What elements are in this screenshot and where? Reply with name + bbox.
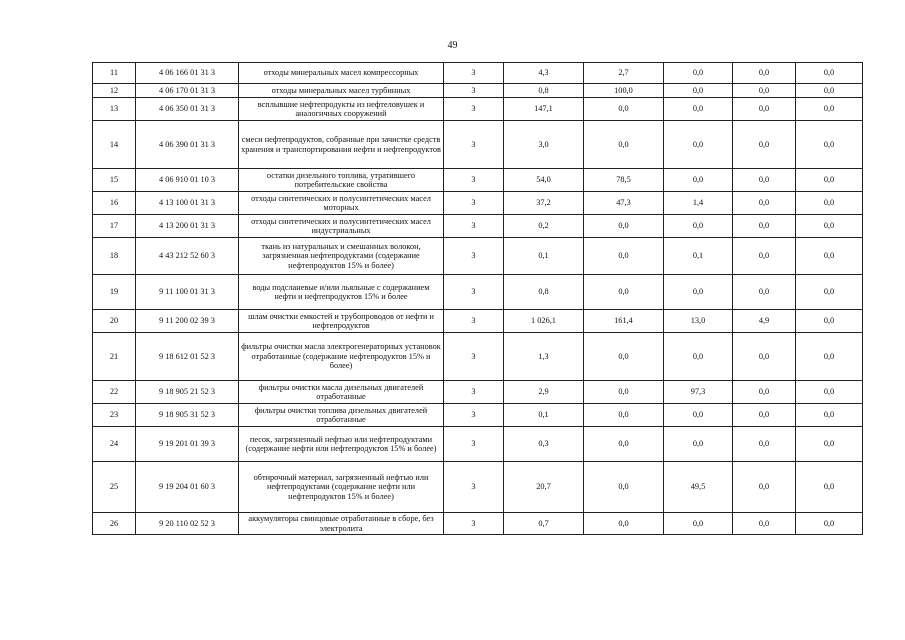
value-cell-1: 0,1 bbox=[504, 238, 584, 275]
table-row bbox=[93, 169, 863, 192]
waste-code-cell: 4 06 350 01 31 3 bbox=[136, 98, 239, 121]
value-cell-4: 0,0 bbox=[733, 275, 796, 310]
hazard-class-cell: 3 bbox=[444, 427, 504, 462]
table-row bbox=[93, 381, 863, 404]
table-row bbox=[93, 215, 863, 238]
waste-code-cell: 4 13 200 01 31 3 bbox=[136, 215, 239, 238]
value-cell-4: 0,0 bbox=[733, 84, 796, 98]
value-cell-4: 0,0 bbox=[733, 381, 796, 404]
value-cell-3: 13,0 bbox=[664, 310, 733, 333]
waste-name-cell: воды подсланевые и/или льяльные с содержанием нефти и нефтепродуктов 15% и более bbox=[239, 275, 444, 310]
value-cell-4: 0,0 bbox=[733, 333, 796, 381]
row-number-cell: 14 bbox=[93, 121, 136, 169]
value-cell-5: 0,0 bbox=[796, 98, 863, 121]
value-cell-3: 0,0 bbox=[664, 121, 733, 169]
value-cell-5: 0,0 bbox=[796, 238, 863, 275]
value-cell-2: 0,0 bbox=[584, 215, 664, 238]
value-cell-1: 37,2 bbox=[504, 192, 584, 215]
value-cell-1: 2,9 bbox=[504, 381, 584, 404]
waste-name-cell: отходы минеральных масел турбинных bbox=[239, 84, 444, 98]
row-number-cell: 12 bbox=[93, 84, 136, 98]
table-row bbox=[93, 98, 863, 121]
waste-name-cell: фильтры очистки топлива дизельных двигателей отработанные bbox=[239, 404, 444, 427]
table-row bbox=[93, 513, 863, 535]
row-number-cell: 19 bbox=[93, 275, 136, 310]
hazard-class-cell: 3 bbox=[444, 404, 504, 427]
waste-name-cell: обтирочный материал, загрязненный нефтью или нефтепродуктами (содержание нефти или нефтепродуктов 15% и более) bbox=[239, 462, 444, 513]
value-cell-3: 0,0 bbox=[664, 404, 733, 427]
value-cell-5: 0,0 bbox=[796, 192, 863, 215]
hazard-class-cell: 3 bbox=[444, 333, 504, 381]
table-row bbox=[93, 462, 863, 513]
row-number-cell: 24 bbox=[93, 427, 136, 462]
waste-code-cell: 4 06 910 01 10 3 bbox=[136, 169, 239, 192]
value-cell-3: 0,0 bbox=[664, 275, 733, 310]
value-cell-1: 0,2 bbox=[504, 215, 584, 238]
value-cell-4: 0,0 bbox=[733, 404, 796, 427]
hazard-class-cell: 3 bbox=[444, 63, 504, 84]
row-number-cell: 25 bbox=[93, 462, 136, 513]
waste-code-cell: 9 11 100 01 31 3 bbox=[136, 275, 239, 310]
table-row bbox=[93, 275, 863, 310]
value-cell-2: 0,0 bbox=[584, 381, 664, 404]
value-cell-2: 161,4 bbox=[584, 310, 664, 333]
waste-code-cell: 9 19 201 01 39 3 bbox=[136, 427, 239, 462]
value-cell-3: 0,0 bbox=[664, 215, 733, 238]
value-cell-4: 0,0 bbox=[733, 98, 796, 121]
waste-name-cell: фильтры очистки масла дизельных двигателей отработанные bbox=[239, 381, 444, 404]
table-row bbox=[93, 192, 863, 215]
value-cell-4: 0,0 bbox=[733, 121, 796, 169]
value-cell-5: 0,0 bbox=[796, 404, 863, 427]
waste-name-cell: шлам очистки емкостей и трубопроводов от нефти и нефтепродуктов bbox=[239, 310, 444, 333]
value-cell-4: 0,0 bbox=[733, 462, 796, 513]
value-cell-5: 0,0 bbox=[796, 275, 863, 310]
row-number-cell: 22 bbox=[93, 381, 136, 404]
value-cell-1: 0,1 bbox=[504, 404, 584, 427]
value-cell-5: 0,0 bbox=[796, 84, 863, 98]
value-cell-1: 1 026,1 bbox=[504, 310, 584, 333]
waste-code-cell: 9 19 204 01 60 3 bbox=[136, 462, 239, 513]
value-cell-1: 0,8 bbox=[504, 275, 584, 310]
value-cell-5: 0,0 bbox=[796, 427, 863, 462]
waste-name-cell: всплывшие нефтепродукты из нефтеловушек и аналогичных сооружений bbox=[239, 98, 444, 121]
value-cell-5: 0,0 bbox=[796, 310, 863, 333]
value-cell-4: 4,9 bbox=[733, 310, 796, 333]
waste-code-cell: 4 06 166 01 31 3 bbox=[136, 63, 239, 84]
hazard-class-cell: 3 bbox=[444, 98, 504, 121]
value-cell-1: 0,8 bbox=[504, 84, 584, 98]
waste-name-cell: аккумуляторы свинцовые отработанные в сборе, без электролита bbox=[239, 513, 444, 535]
row-number-cell: 21 bbox=[93, 333, 136, 381]
value-cell-2: 0,0 bbox=[584, 513, 664, 535]
value-cell-5: 0,0 bbox=[796, 513, 863, 535]
value-cell-4: 0,0 bbox=[733, 427, 796, 462]
value-cell-2: 0,0 bbox=[584, 427, 664, 462]
table-row bbox=[93, 63, 863, 84]
value-cell-4: 0,0 bbox=[733, 513, 796, 535]
waste-name-cell: остатки дизельного топлива, утратившего потребительские свойства bbox=[239, 169, 444, 192]
table-row bbox=[93, 427, 863, 462]
waste-name-cell: песок, загрязненный нефтью или нефтепродуктами (содержание нефти или нефтепродуктов 15% и более) bbox=[239, 427, 444, 462]
value-cell-1: 3,0 bbox=[504, 121, 584, 169]
value-cell-1: 1,3 bbox=[504, 333, 584, 381]
value-cell-3: 0,0 bbox=[664, 169, 733, 192]
waste-name-cell: отходы синтетических и полусинтетических масел моторных bbox=[239, 192, 444, 215]
waste-code-cell: 4 43 212 52 60 3 bbox=[136, 238, 239, 275]
value-cell-2: 0,0 bbox=[584, 462, 664, 513]
value-cell-1: 0,7 bbox=[504, 513, 584, 535]
value-cell-2: 100,0 bbox=[584, 84, 664, 98]
value-cell-1: 54,0 bbox=[504, 169, 584, 192]
value-cell-2: 0,0 bbox=[584, 275, 664, 310]
row-number-cell: 23 bbox=[93, 404, 136, 427]
value-cell-2: 0,0 bbox=[584, 238, 664, 275]
value-cell-3: 0,1 bbox=[664, 238, 733, 275]
value-cell-2: 47,3 bbox=[584, 192, 664, 215]
hazard-class-cell: 3 bbox=[444, 121, 504, 169]
value-cell-5: 0,0 bbox=[796, 333, 863, 381]
waste-code-cell: 4 06 390 01 31 3 bbox=[136, 121, 239, 169]
value-cell-3: 0,0 bbox=[664, 333, 733, 381]
waste-name-cell: отходы синтетических и полусинтетических масел индустриальных bbox=[239, 215, 444, 238]
row-number-cell: 15 bbox=[93, 169, 136, 192]
waste-code-cell: 9 18 905 21 52 3 bbox=[136, 381, 239, 404]
waste-code-cell: 9 20 110 02 52 3 bbox=[136, 513, 239, 535]
value-cell-4: 0,0 bbox=[733, 215, 796, 238]
waste-name-cell: фильтры очистки масла электрогенераторных установок отработанные (содержание нефтепродуктов 15% и более) bbox=[239, 333, 444, 381]
value-cell-2: 2,7 bbox=[584, 63, 664, 84]
hazard-class-cell: 3 bbox=[444, 169, 504, 192]
table-row bbox=[93, 84, 863, 98]
value-cell-4: 0,0 bbox=[733, 63, 796, 84]
value-cell-2: 78,5 bbox=[584, 169, 664, 192]
value-cell-5: 0,0 bbox=[796, 121, 863, 169]
hazard-class-cell: 3 bbox=[444, 215, 504, 238]
table-body bbox=[93, 63, 863, 535]
value-cell-5: 0,0 bbox=[796, 215, 863, 238]
hazard-class-cell: 3 bbox=[444, 381, 504, 404]
value-cell-3: 0,0 bbox=[664, 98, 733, 121]
hazard-class-cell: 3 bbox=[444, 462, 504, 513]
value-cell-5: 0,0 bbox=[796, 381, 863, 404]
value-cell-1: 0,3 bbox=[504, 427, 584, 462]
table-row bbox=[93, 333, 863, 381]
row-number-cell: 16 bbox=[93, 192, 136, 215]
value-cell-3: 0,0 bbox=[664, 513, 733, 535]
table-row bbox=[93, 121, 863, 169]
value-cell-4: 0,0 bbox=[733, 169, 796, 192]
table-row bbox=[93, 238, 863, 275]
table-row bbox=[93, 310, 863, 333]
row-number-cell: 20 bbox=[93, 310, 136, 333]
value-cell-5: 0,0 bbox=[796, 462, 863, 513]
value-cell-3: 0,0 bbox=[664, 84, 733, 98]
value-cell-3: 1,4 bbox=[664, 192, 733, 215]
value-cell-1: 20,7 bbox=[504, 462, 584, 513]
hazard-class-cell: 3 bbox=[444, 238, 504, 275]
row-number-cell: 18 bbox=[93, 238, 136, 275]
value-cell-1: 4,3 bbox=[504, 63, 584, 84]
value-cell-2: 0,0 bbox=[584, 98, 664, 121]
waste-code-cell: 4 13 100 01 31 3 bbox=[136, 192, 239, 215]
row-number-cell: 17 bbox=[93, 215, 136, 238]
waste-code-cell: 4 06 170 01 31 3 bbox=[136, 84, 239, 98]
value-cell-2: 0,0 bbox=[584, 404, 664, 427]
table-row bbox=[93, 404, 863, 427]
hazard-class-cell: 3 bbox=[444, 310, 504, 333]
waste-name-cell: смеси нефтепродуктов, собранные при зачистке средств хранения и транспортирования нефти и нефтепродуктов bbox=[239, 121, 444, 169]
value-cell-4: 0,0 bbox=[733, 192, 796, 215]
waste-code-cell: 9 18 905 31 52 3 bbox=[136, 404, 239, 427]
value-cell-1: 147,1 bbox=[504, 98, 584, 121]
value-cell-3: 97,3 bbox=[664, 381, 733, 404]
value-cell-2: 0,0 bbox=[584, 121, 664, 169]
hazard-class-cell: 3 bbox=[444, 192, 504, 215]
value-cell-5: 0,0 bbox=[796, 169, 863, 192]
waste-code-cell: 9 11 200 02 39 3 bbox=[136, 310, 239, 333]
hazard-class-cell: 3 bbox=[444, 275, 504, 310]
value-cell-3: 0,0 bbox=[664, 427, 733, 462]
waste-name-cell: отходы минеральных масел компрессорных bbox=[239, 63, 444, 84]
waste-name-cell: ткань из натуральных и смешанных волокон, загрязненная нефтепродуктами (содержание нефтепродуктов 15% и более) bbox=[239, 238, 444, 275]
value-cell-2: 0,0 bbox=[584, 333, 664, 381]
value-cell-3: 49,5 bbox=[664, 462, 733, 513]
value-cell-5: 0,0 bbox=[796, 63, 863, 84]
row-number-cell: 26 bbox=[93, 513, 136, 535]
waste-table bbox=[92, 62, 863, 535]
row-number-cell: 11 bbox=[93, 63, 136, 84]
row-number-cell: 13 bbox=[93, 98, 136, 121]
value-cell-3: 0,0 bbox=[664, 63, 733, 84]
hazard-class-cell: 3 bbox=[444, 513, 504, 535]
waste-code-cell: 9 18 612 01 52 3 bbox=[136, 333, 239, 381]
hazard-class-cell: 3 bbox=[444, 84, 504, 98]
page-number: 49 bbox=[447, 40, 458, 51]
value-cell-4: 0,0 bbox=[733, 238, 796, 275]
